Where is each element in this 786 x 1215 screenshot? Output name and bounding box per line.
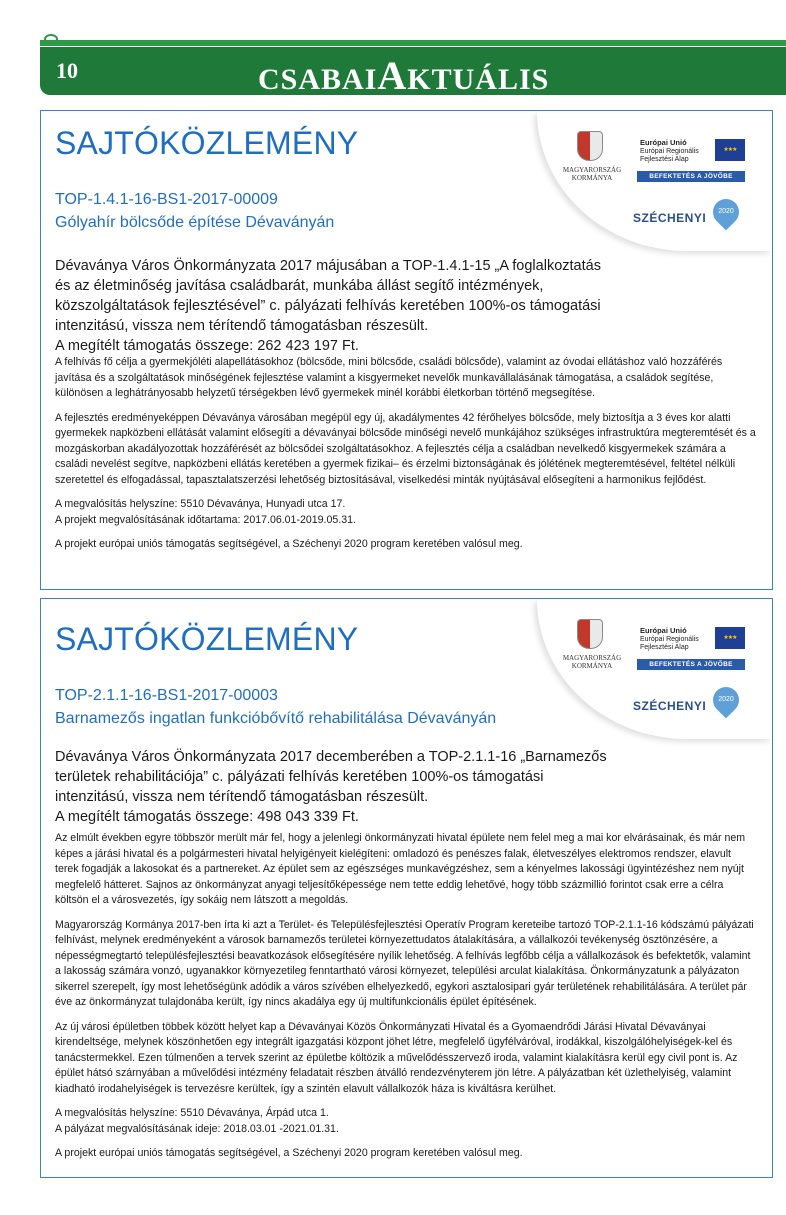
eu-line1: Európai Unió — [640, 138, 687, 147]
intro-text: Dévaványa Város Önkormányzata 2017 májusában a TOP-1.4.1-15 „A foglalkoztatás és az életminőség javítása családbarát, munkába állást segítő intézmények, közszolgáltatások fejlesztésével” c. pályázati felhívás keretében 100%-os támogatási intenzitású, vissza nem térítendő támogatásban részesült. — [55, 258, 601, 334]
hungarian-crest-icon — [577, 619, 603, 649]
project-subtitle: Gólyahír bölcsőde építése Dévaványán — [55, 214, 335, 231]
footer-line: A projekt európai uniós támogatás segítségével, a Széchenyi 2020 program keretében valósul meg. — [55, 538, 523, 550]
eu-line2: Európai Regionális — [640, 148, 699, 155]
location-line: A megvalósítás helyszíne: 5510 Dévaványa, Árpád utca 1. — [55, 1107, 329, 1119]
hungarian-crest-icon — [577, 131, 603, 161]
gov-label: MAGYARORSZÁG KORMÁNYA — [562, 654, 622, 670]
eu-line1: Európai Unió — [640, 626, 687, 635]
eu-line3: Fejlesztési Alap — [640, 644, 689, 651]
masthead-initial: A — [377, 53, 408, 98]
article-title: SAJTÓKÖZLEMÉNY — [55, 125, 359, 161]
header-accent-line — [40, 40, 786, 46]
footer-line: A projekt európai uniós támogatás segítségével, a Széchenyi 2020 program keretében valósul meg. — [55, 1147, 523, 1159]
location-line: A megvalósítás helyszíne: 5510 Dévaványa, Hunyadi utca 17. — [55, 498, 346, 510]
press-release-2 — [40, 598, 773, 1178]
project-code: TOP-2.1.1-16-BS1-2017-00003 — [55, 687, 278, 704]
investment-banner: BEFEKTETÉS A JÖVŐBE — [637, 171, 745, 182]
szechenyi-label: SZÉCHENYI — [633, 699, 707, 713]
period-line: A projekt megvalósításának időtartama: 2017.06.01-2019.05.31. — [55, 513, 356, 526]
szechenyi-pin-icon — [708, 682, 745, 719]
swirl-logo-icon — [44, 34, 58, 44]
eu-flag-icon: ★★★ — [715, 627, 745, 649]
szechenyi-year: 2020 — [718, 208, 734, 215]
szechenyi-label: SZÉCHENYI — [633, 211, 707, 225]
investment-banner: BEFEKTETÉS A JÖVŐBE — [637, 659, 745, 670]
funding-logos — [537, 599, 772, 739]
eu-text — [640, 627, 699, 652]
intro-paragraph — [55, 256, 615, 356]
body-paragraph: A fejlesztés eredményeképpen Dévaványa városában megépül egy új, akadálymentes 42 férőhelyes bölcsőde, mely biztosítja a 3 éves kor alatti gyermekek napközbeni ellátását valamint elősegíti a dévaványai bölcsőde minőségi nevelő munkájához szükséges infrastruktúra megteremtését és a mozgáskorban akadályozottak hozzáférését az bölcsődei szolgáltatásokhoz. A fejlesztés célja a családban nevelkedő kisgyermekek számára a családi nevelést segítve, napközbeni ellátás keretében a gyermek fizikai– és érzelmi biztonságának és jólétének megteremtésével, feltétel nélküli szeretettel és elfogadással, tapasztalatszerzési lehetőség biztosításával, viselkedési minták nyújtásával elősegíteni a harmonikus fejlődést. — [55, 411, 756, 486]
article-body — [55, 831, 757, 1171]
intro-text: Dévaványa Város Önkormányzata 2017 decemberében a TOP-2.1.1-16 „Barnamezős területek rehabilitációja” c. pályázati felhívás keretében 100%-os támogatási intenzitású, vissza nem térítendő támogatásban részesült. — [55, 749, 607, 805]
szechenyi-pin-icon — [708, 194, 745, 231]
szechenyi-year: 2020 — [718, 696, 734, 703]
body-paragraph: Az elmúlt években egyre többször merült már fel, hogy a jelenlegi önkormányzati hivatal épülete nem felel meg a mai kor elvárásainak, és már nem képes a járási hivatal és a polgármesteri hivatal helyigényeit kielégíteni: omladozó és penészes falak, életveszélyes elektromos rendszer, elavult terek fogadják a lakosokat és a partnereket. Az épület sem az egészséges munkavégzéshez, sem a kényelmes lakossági ügyintézéshez nem nyújt megfelelő hátteret. Sajnos az önkormányzat anyagi teljesítőképessége nem tette eddig lehetővé, hogy több százmillió forintot csak erre a célra költsön el a városvezetés, így sokáig nem látszott a megoldás. — [55, 832, 746, 906]
body-paragraph: Az új városi épületben többek között helyet kap a Dévaványai Közös Önkormányzati Hivatal és a Gyomaendrődi Járási Hivatal Dévaványai kirendeltsége, melynek köszönhetően egy integrált igazgatási központ jöhet létre, megfelelő ügyfélváróval, irodákkal, kiszolgálóhelyiségek-kel és tanácstermekkel. Ezen túlmenően a tervek szerint az épületbe költözik a művelődésszervező iroda, valamint kialakításra kerül egy civil pont is. Az épület hátsó szárnyában a művelődési intézmény feladatait részben átválló rendezvényterem jön létre. A pályázatban két üzlethelyiség, valamint kiadható irodahelyiségek is tervezésre kerültek, így a szintén elavult vállalkozók háza is kiváltásra kerülhet. — [55, 1020, 738, 1095]
eu-flag-icon: ★★★ — [715, 139, 745, 161]
article-title: SAJTÓKÖZLEMÉNY — [55, 621, 359, 657]
grant-amount: A megítélt támogatás összege: 498 043 339 Ft. — [55, 809, 359, 825]
project-code: TOP-1.4.1-16-BS1-2017-00009 — [55, 191, 278, 208]
grant-amount: A megítélt támogatás összege: 262 423 197 Ft. — [55, 338, 359, 354]
masthead-part3: KTUÁLIS — [407, 63, 550, 96]
eu-line2: Európai Regionális — [640, 636, 699, 643]
eu-text — [640, 139, 699, 164]
intro-paragraph — [55, 747, 615, 827]
eu-line3: Fejlesztési Alap — [640, 156, 689, 163]
body-paragraph: A felhívás fő célja a gyermekjóléti alapellátásokhoz (bölcsőde, mini bölcsőde, családi bölcsőde), valamint az óvodai ellátáshoz való hozzáférés javítása és a szolgáltatások minőségének fejlesztése valamint a kisgyermeket nevelők munkavállalásának támogatása, a családok segítése, különösen a leghátrányosabb helyzetű térségekben lévő gyermekek minél korábbi életkorban történő megsegítése. — [55, 356, 723, 399]
body-paragraph: Magyarország Kormánya 2017-ben írta ki azt a Terület- és Településfejlesztési Operatív Program kereteibe tartozó TOP-2.1.1-16 kódszámú pályázati felhívást, melynek eredményeként a városok barnamezős területei környezettudatos átalakítására, a vállalkozói tevékenység ösztönzésére, a népességmegtartó településfejlesztési beavatkozások elősegítésére nyílik lehetőség. A felhívás legfőbb célja a vállalkozások és befektetők, valamint a lakosság számára vonzó, ugyanakkor környezetileg fenntartható városi környezet, települési arculat kialakítása. Önkormányzatunk a pályázaton sikerrel szerepelt, így most lehetőségünk adódik a város szívében elhelyezkedő, egykori asztalosipari gyár területének rehabilitálására. A terület pár éve az önkormányzat tulajdonába került, így nincs akadálya egy új multifunkcionális épület építésének. — [55, 918, 754, 1008]
page-number: 10 — [56, 58, 78, 83]
press-release-1 — [40, 110, 773, 590]
funding-logos — [537, 111, 772, 251]
gov-label: MAGYARORSZÁG KORMÁNYA — [562, 166, 622, 182]
masthead — [258, 52, 549, 99]
masthead-part1: CSABAI — [258, 63, 378, 96]
project-subtitle: Barnamezős ingatlan funkcióbővítő rehabilitálása Dévaványán — [55, 710, 497, 727]
period-line: A pályázat megvalósításának ideje: 2018.03.01 -2021.01.31. — [55, 1122, 339, 1135]
article-body — [55, 355, 757, 562]
